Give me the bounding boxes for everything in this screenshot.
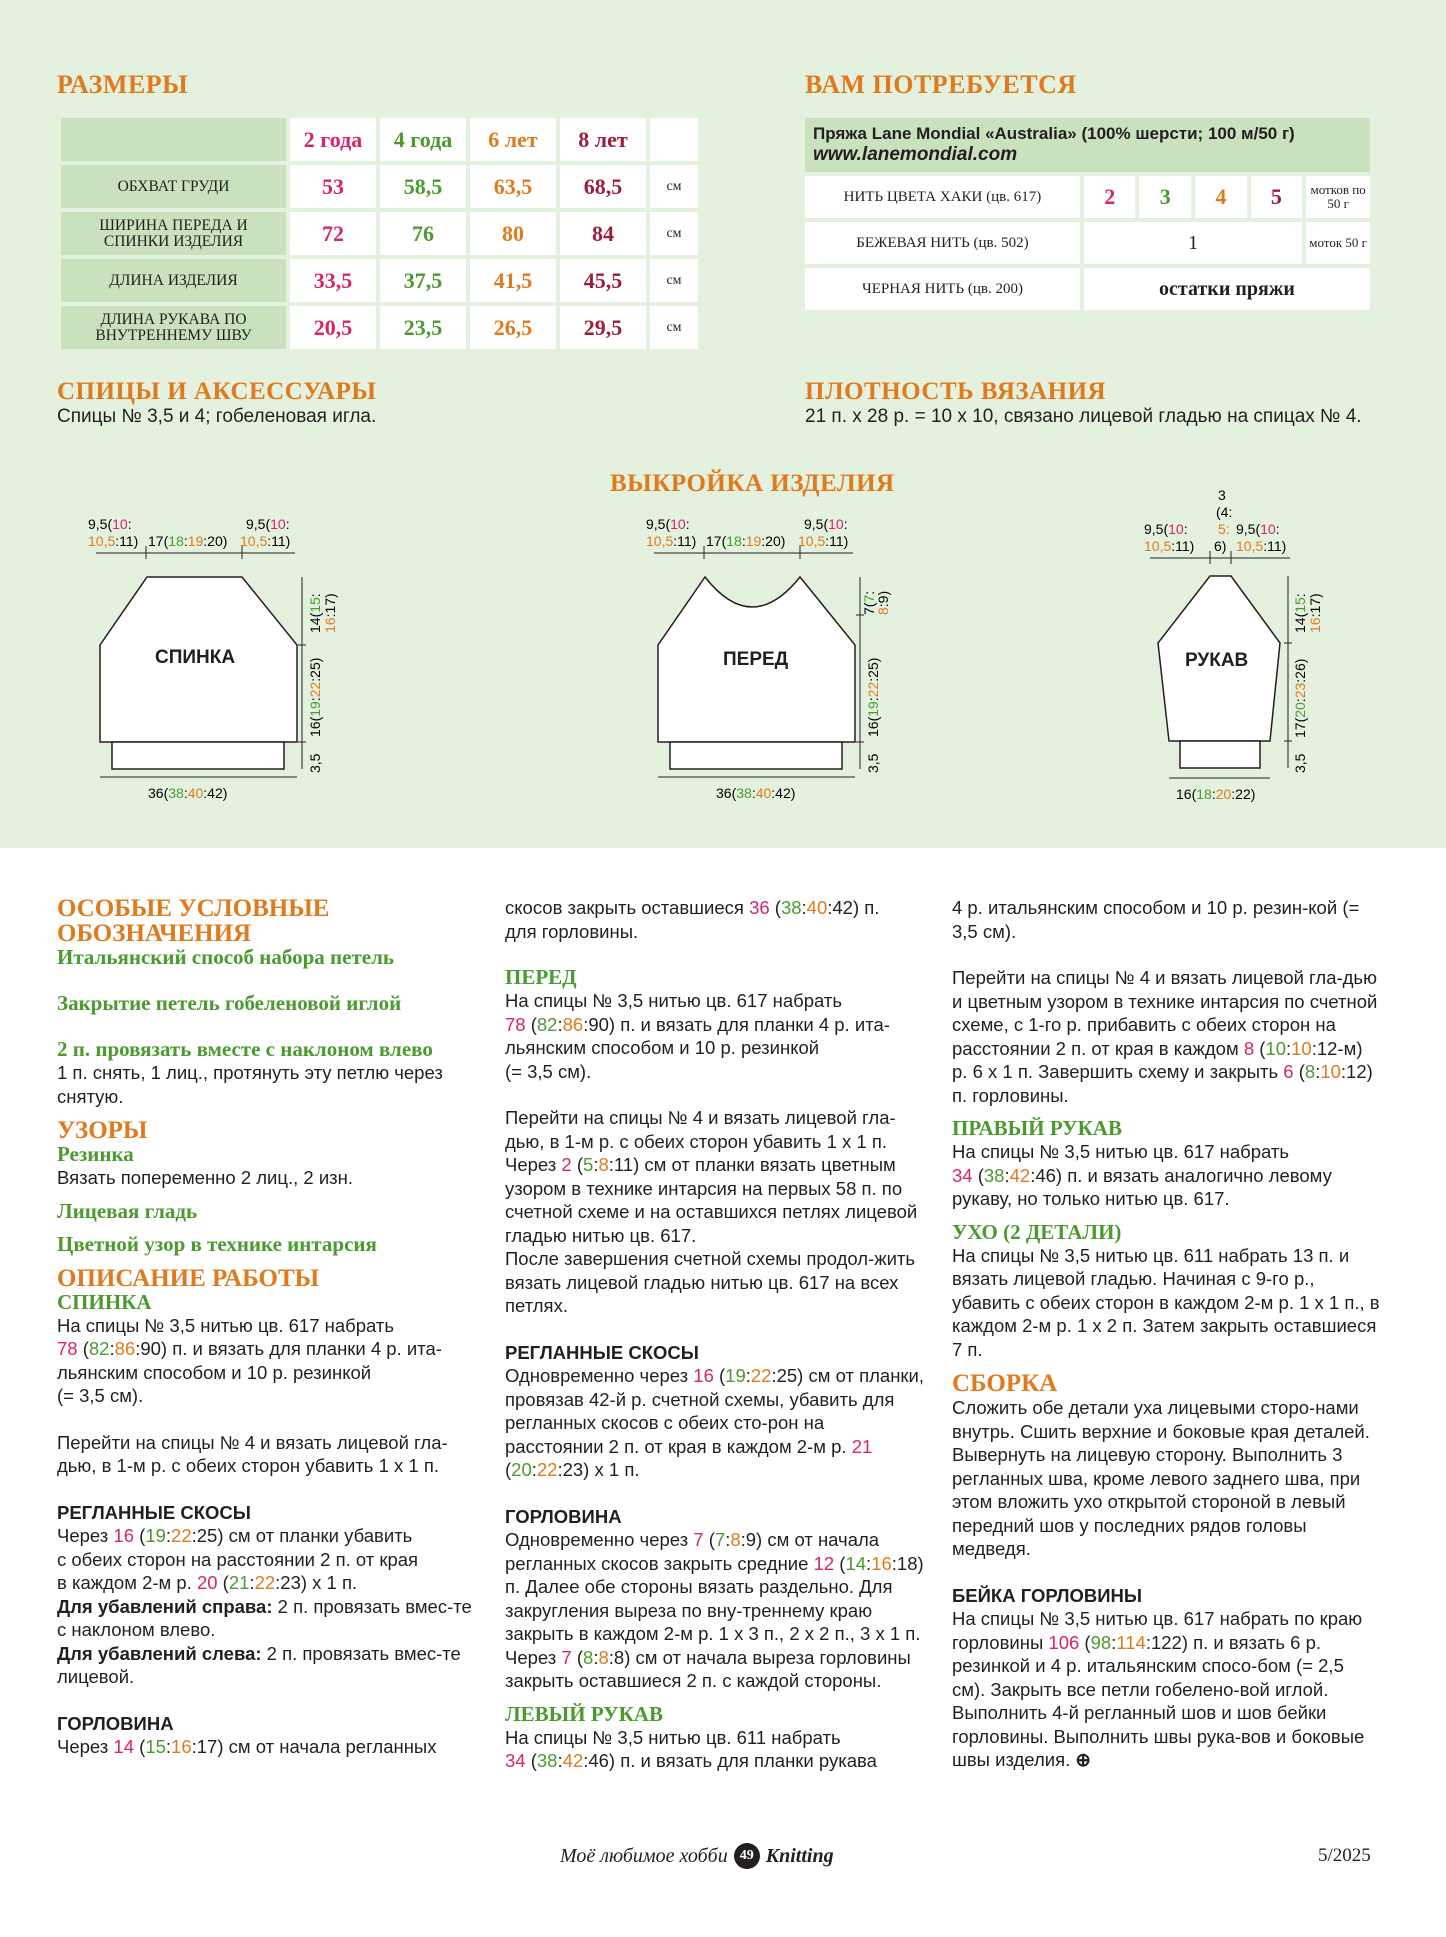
dim-label: 16(19:22:25) — [307, 657, 323, 737]
front-text-3: Через 2 (5:8:11) см от планки вязать цветным узором в технике интарсия на первых 58 п. по счетной схеме и на оставшихся петлях лицевой гладью нитью цв. 617. — [505, 1154, 918, 1246]
table-cell: 45,5 — [560, 259, 646, 302]
table-cell: 5 — [1251, 176, 1303, 218]
work-title: ОПИСАНИЕ РАБОТЫ — [57, 1264, 320, 1292]
table-cell: 26,5 — [470, 306, 556, 349]
size-header-2: 2 года — [290, 118, 376, 161]
k2tog-left-legend: 2 п. провязать вместе с наклоном влево — [57, 1037, 433, 1061]
table-cell: 84 — [560, 212, 646, 255]
dim-label: 9,5(10: — [646, 516, 690, 532]
neckband-title: БЕЙКА ГОРЛОВИНЫ — [952, 1584, 1143, 1606]
dim-label: 17(18:19:20) — [148, 533, 228, 549]
sizes-corner — [61, 118, 286, 161]
front-raglan-text: Одновременно через 16 (19:22:25) см от планки, провязав 42-й р. счетной схемы, убавить для регланных скосов с обеих сто-рон на расстоянии 2 п. от края в каждом 2-м р. 21 (20:22:23) х 1 п. — [505, 1365, 924, 1480]
ear-title: УХО (2 ДЕТАЛИ) — [952, 1219, 1122, 1244]
dim-label: 14(15: — [1292, 593, 1308, 633]
back-neck-cont: скосов закрыть оставшиеся 36 (38:40:42) п. для горловины. — [505, 897, 880, 942]
dim-label: 9,5(10: — [88, 516, 132, 532]
table-cell: 53 — [290, 165, 376, 208]
table-cell: 63,5 — [470, 165, 556, 208]
sleeve-label: РУКАВ — [1185, 650, 1249, 671]
right-decrease-text: Для убавлений справа: 2 п. провязать вмес-те с наклоном влево. — [57, 1595, 472, 1640]
column-2 — [505, 896, 925, 1773]
row-label: ДЛИНА ИЗДЕЛИЯ — [61, 259, 286, 302]
unit-header — [650, 118, 698, 161]
table-cell: 41,5 — [470, 259, 556, 302]
table-cell: остатки пряжи — [1084, 268, 1370, 310]
unit-cell: мотков по 50 г — [1306, 176, 1370, 218]
table-cell: 58,5 — [380, 165, 466, 208]
yarn-name: Пряжа Lane Mondial «Australia» (100% шерсти; 100 м/50 г) — [813, 124, 1295, 143]
table-row — [805, 268, 1370, 310]
dim-label: 17(20:23:26) — [1292, 658, 1308, 738]
table-cell: 76 — [380, 212, 466, 255]
materials-title: ВАМ ПОТРЕБУЕТСЯ — [805, 70, 1077, 99]
dim-label: 14(15: — [307, 593, 323, 633]
dim-label: 10,5:11) — [88, 533, 139, 549]
dim-label: 36(38:40:42) — [716, 785, 796, 801]
gauge-title: ПЛОТНОСТЬ ВЯЗАНИЯ — [805, 378, 1107, 405]
sizes-title: РАЗМЕРЫ — [57, 70, 189, 99]
back-title: СПИНКА — [57, 1289, 152, 1314]
dim-label: 7(7: — [861, 590, 877, 615]
dim-label: 8:9) — [875, 590, 891, 615]
dim-label: 9,5(10: — [804, 516, 848, 532]
dim-label: 36(38:40:42) — [148, 785, 228, 801]
back-diagram — [80, 515, 360, 805]
column-1 — [57, 896, 477, 1759]
legend-title: ОСОБЫЕ УСЛОВНЫЕ ОБОЗНАЧЕНИЯ — [57, 895, 330, 947]
magazine-name: Моё любимое хобби — [560, 1844, 728, 1867]
table-cell: 2 — [1084, 176, 1136, 218]
left-sleeve-text-2: Перейти на спицы № 4 и вязать лицевой гла-дью и цветным узором в технике интарсия по счетной схеме, с 1-го р. прибавить с обеих сторон на расстоянии 2 п. от края в каждом 8 (10:10:12-м) р. 6 х 1 п. Завершить схему и закрыть 6 (8:10:12) п. горловины. — [952, 967, 1378, 1106]
row-label: ОБХВАТ ГРУДИ — [61, 165, 286, 208]
front-label: ПЕРЕД — [723, 649, 789, 670]
dim-label: 6) — [1214, 538, 1227, 554]
table-row — [61, 259, 698, 302]
yarn-site: www.lanemondial.com — [813, 144, 1018, 165]
dim-label: 9,5(10: — [1144, 521, 1188, 537]
dim-label: 9,5(10: — [246, 516, 290, 532]
front-text-4: После завершения счетной схемы продол-жить вязать лицевой гладью нитью цв. 617 на всех петлях. — [505, 1248, 916, 1316]
tapestry-bindoff-legend: Закрытие петель гобеленовой иглой — [57, 991, 402, 1015]
right-sleeve-title: ПРАВЫЙ РУКАВ — [952, 1116, 1122, 1140]
dim-label: 16(18:20:22) — [1176, 786, 1256, 802]
dim-label: 5: — [1218, 521, 1230, 537]
unit-cell: моток 50 г — [1306, 222, 1370, 264]
back-label: СПИНКА — [155, 647, 236, 668]
table-cell: 68,5 — [560, 165, 646, 208]
front-title: ПЕРЕД — [505, 965, 577, 989]
back-neck-text: Через 14 (15:16:17) см от начала регланных — [57, 1736, 437, 1757]
table-cell: 4 — [1195, 176, 1247, 218]
page-number: 49 — [734, 1843, 760, 1869]
table-row — [61, 306, 698, 349]
dim-label: 16(19:22:25) — [865, 657, 881, 737]
row-label: ДЛИНА РУКАВА ПО ВНУТРЕННЕМУ ШВУ — [61, 306, 286, 349]
row-label: ШИРИНА ПЕРЕДА И СПИНКИ ИЗДЕЛИЯ — [61, 212, 286, 255]
left-sleeve-text: На спицы № 3,5 нитью цв. 611 набрать 34 (38:42:46) п. и вязать для планки рукава — [505, 1726, 877, 1771]
italian-caston-legend: Итальянский способ набора петель — [57, 945, 394, 969]
neckband-text: На спицы № 3,5 нитью цв. 617 набрать по краю горловины 106 (98:114:122) п. и вязать 6 р. резинкой и 4 р. итальянским спосо-бом (= 2,5 см). Закрыть все петли гобелено-вой иглой. Выполнить 4-й регланный шов и шов бейки горловины. Выполнить швы рука-вов и боковые швы изделия. ⊕ — [952, 1608, 1365, 1770]
assembly-title: СБОРКА — [952, 1370, 1058, 1397]
rib-text: Вязать попеременно 2 лиц., 2 изн. — [57, 1167, 353, 1188]
stockinette-title: Лицевая гладь — [57, 1198, 198, 1223]
dim-label: 9,5(10: — [1236, 521, 1280, 537]
table-cell: 80 — [470, 212, 556, 255]
right-sleeve-text: На спицы № 3,5 нитью цв. 617 набрать 34 (38:42:46) п. и вязать аналогично левому рукаву, но только нитью цв. 617. — [952, 1141, 1332, 1209]
black-label: ЧЕРНАЯ НИТЬ (цв. 200) — [805, 268, 1080, 310]
patterns-title: УЗОРЫ — [57, 1117, 148, 1144]
dim-label: 3,5 — [1292, 753, 1308, 773]
needles-text: Спицы № 3,5 и 4; гобеленовая игла. — [57, 406, 377, 427]
table-cell: 29,5 — [560, 306, 646, 349]
sleeve-diagram — [1140, 488, 1390, 808]
rib-title: Резинка — [57, 1142, 134, 1166]
front-diagram — [638, 515, 918, 805]
page-footer — [0, 1843, 1446, 1873]
front-text: На спицы № 3,5 нитью цв. 617 набрать 78 (82:86:90) п. и вязать для планки 4 р. ита- льянским способом и 10 р. резинкой (= 3,5 см). — [505, 990, 890, 1082]
dim-label: 3,5 — [865, 753, 881, 773]
back-raglan-title: РЕГЛАННЫЕ СКОСЫ — [57, 1501, 251, 1523]
table-row — [805, 176, 1370, 218]
table-cell: 72 — [290, 212, 376, 255]
unit-cell: см — [650, 165, 698, 208]
left-sleeve-title: ЛЕВЫЙ РУКАВ — [505, 1701, 663, 1726]
materials-table — [801, 114, 1374, 314]
table-cell: 20,5 — [290, 306, 376, 349]
dim-label: 10,5:11) — [646, 533, 697, 549]
dim-label: 10,5:11) — [1236, 538, 1287, 554]
size-header-6: 6 лет — [470, 118, 556, 161]
size-header-4: 4 года — [380, 118, 466, 161]
back-text-2: Перейти на спицы № 4 и вязать лицевой гла-дью, в 1-м р. с обеих сторон убавить 1 х 1 п. — [57, 1431, 448, 1476]
beige-label: БЕЖЕВАЯ НИТЬ (цв. 502) — [805, 222, 1080, 264]
table-cell: 33,5 — [290, 259, 376, 302]
assembly-text: Сложить обе детали уха лицевыми сторо-нами внутрь. Сшить верхние и боковые края деталей. Вывернуть на лицевую сторону. Выполнить 3 регланных шва, кроме левого заднего шва, при этом вложить ухо открытой стороной в левый передний шов у последних рядов головы медведя. — [952, 1397, 1370, 1559]
yarn-header-row — [805, 118, 1370, 172]
front-neck-title: ГОРЛОВИНА — [505, 1505, 622, 1527]
table-row — [805, 222, 1370, 264]
table-row — [61, 212, 698, 255]
issue-number: 5/2025 — [1318, 1845, 1371, 1866]
left-decrease-text: Для убавлений слева: 2 п. провязать вмес-те лицевой. — [57, 1642, 461, 1687]
front-neck-text-2: Через 7 (8:8:8) см от начала выреза горловины закрыть оставшиеся 2 п. с каждой стороны. — [505, 1646, 911, 1691]
k2tog-text: 1 п. снять, 1 лиц., протянуть эту петлю через снятую. — [57, 1062, 443, 1107]
size-header-8: 8 лет — [560, 118, 646, 161]
dim-label: 3 — [1218, 488, 1226, 503]
gauge-text: 21 п. х 28 р. = 10 х 10, связано лицевой гладью на спицах № 4. — [805, 406, 1362, 427]
khaki-label: НИТЬ ЦВЕТА ХАКИ (цв. 617) — [805, 176, 1080, 218]
sizes-table — [57, 114, 702, 353]
sizes-header-row — [61, 118, 698, 161]
back-raglan-text: Через 16 (19:22:25) см от планки убавить с обеих сторон на расстоянии 2 п. от края в каждом 2-м р. 20 (21:22:23) х 1 п. — [57, 1525, 419, 1593]
dim-label: 16:17) — [1307, 593, 1323, 633]
unit-cell: см — [650, 259, 698, 302]
section-name: Knitting — [765, 1844, 834, 1867]
table-cell: 1 — [1084, 222, 1302, 264]
dim-label: 10,5:11) — [1144, 538, 1195, 554]
front-raglan-title: РЕГЛАННЫЕ СКОСЫ — [505, 1341, 699, 1363]
dim-label: 3,5 — [307, 753, 323, 773]
table-cell: 37,5 — [380, 259, 466, 302]
table-cell: 3 — [1139, 176, 1191, 218]
table-row — [61, 165, 698, 208]
intarsia-title: Цветной узор в технике интарсия — [57, 1231, 377, 1256]
left-sleeve-cont: 4 р. итальянским способом и 10 р. резин-кой (= 3,5 см). — [952, 897, 1360, 942]
front-neck-text: Одновременно через 7 (7:8:9) см от начала регланных скосов закрыть средние 12 (14:16:18) п. Далее обе стороны вязать раздельно. Для закругления выреза по вну-треннему краю закрыть в каждом 2-м р. 1 х 3 п., 2 х 2 п., 3 х 1 п. — [505, 1529, 924, 1644]
yarn-header — [805, 118, 1370, 172]
back-text: На спицы № 3,5 нитью цв. 617 набрать 78 (82:86:90) п. и вязать для планки 4 р. ита- льянским способом и 10 р. резинкой (= 3,5 см). — [57, 1314, 442, 1406]
dim-label: 10,5:11) — [798, 533, 849, 549]
ear-text: На спицы № 3,5 нитью цв. 611 набрать 13 п. и вязать лицевой гладью. Начиная с 9-го р., убавить с обеих сторон в каждом 2-м р. 1 х 1 п., в каждом 2-м р. 1 х 2 п. Затем закрыть оставшиеся 7 п. — [952, 1244, 1380, 1360]
front-text-2: Перейти на спицы № 4 и вязать лицевой гла-дью, в 1-м р. с обеих сторон убавить 1 х 1 п. — [505, 1107, 896, 1152]
needles-title: СПИЦЫ И АКСЕССУАРЫ — [57, 378, 377, 405]
pattern-title: ВЫКРОЙКА ИЗДЕЛИЯ — [610, 470, 895, 497]
end-mark-icon: ⊕ — [1075, 1749, 1091, 1770]
dim-label: 17(18:19:20) — [706, 533, 786, 549]
unit-cell: см — [650, 306, 698, 349]
unit-cell: см — [650, 212, 698, 255]
dim-label: (4: — [1216, 504, 1233, 520]
column-3 — [952, 896, 1382, 1772]
back-neck-title: ГОРЛОВИНА — [57, 1712, 174, 1734]
table-cell: 23,5 — [380, 306, 466, 349]
dim-label: 10,5:11) — [240, 533, 291, 549]
dim-label: 16:17) — [322, 593, 338, 633]
